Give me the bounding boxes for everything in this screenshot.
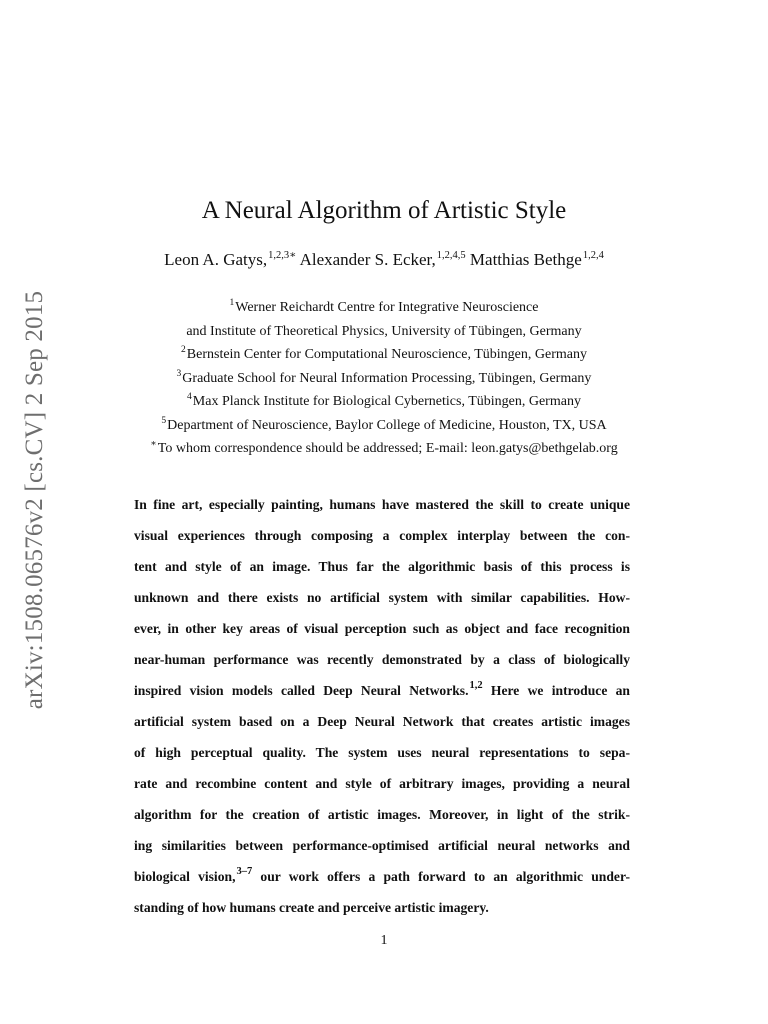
- abstract-line: [134, 706, 630, 737]
- abstract-line-text: of high perceptual quality. The system uses neural representations to sepa-: [134, 745, 630, 760]
- author-affiliation-marks: 1,2,4,5: [436, 250, 466, 261]
- author-name: Alexander S. Ecker,: [299, 250, 436, 269]
- abstract-line: [134, 582, 630, 613]
- abstract-line-text: inspired vision models called Deep Neural Networks.: [134, 683, 469, 698]
- abstract-line: [134, 737, 630, 768]
- paper-title: A Neural Algorithm of Artistic Style: [201, 197, 567, 224]
- abstract-line: [134, 768, 630, 799]
- affiliation-text: To whom correspondence should be addressed; E-mail: leon.gatys@bethgelab.org: [157, 441, 618, 456]
- affiliation-line: [0, 367, 768, 391]
- citation-superscript: 3–7: [236, 866, 253, 877]
- abstract-line: [134, 489, 630, 520]
- affiliation-text: Bernstein Center for Computational Neuroscience, Tübingen, Germany: [186, 347, 587, 362]
- affiliation-line: [0, 414, 768, 438]
- affiliation-text: Department of Neuroscience, Baylor College of Medicine, Houston, TX, USA: [167, 417, 607, 433]
- affiliation-marker: 1: [229, 298, 235, 308]
- author-name: Leon A. Gatys,: [164, 250, 268, 269]
- author-affiliation-marks: 1,2,3∗: [268, 250, 297, 261]
- abstract-line-text: unknown and there exists no artificial system with similar capabilities. How-: [134, 590, 630, 605]
- affiliation-text: Werner Reichardt Centre for Integrative Neuroscience: [235, 300, 539, 315]
- affiliation-text: and Institute of Theoretical Physics, University of Tübingen, Germany: [186, 323, 582, 339]
- author-affiliation-marks: 1,2,4: [582, 250, 604, 261]
- affiliation-line: [0, 296, 768, 320]
- abstract-line-text: artificial system based on a Deep Neural Network that creates artistic images: [134, 714, 630, 729]
- abstract-line-text: standing of how humans create and perceive artistic imagery.: [134, 900, 489, 915]
- correspondence-line: [0, 437, 768, 461]
- affiliation-marker: 2: [181, 345, 186, 355]
- abstract-line-text: biological vision,: [134, 869, 236, 884]
- affiliation-text: Max Planck Institute for Biological Cybernetics, Tübingen, Germany: [192, 394, 581, 409]
- abstract-line: [134, 644, 630, 675]
- affiliation-line: [0, 320, 768, 344]
- abstract-line-text: ever, in other key areas of visual perception such as object and face recognition: [134, 621, 630, 636]
- page-number: 1: [380, 933, 388, 948]
- abstract-line-text: Here we introduce an: [482, 683, 630, 698]
- abstract-line-text: algorithm for the creation of artistic images. Moreover, in light of the strik-: [134, 807, 630, 822]
- abstract-line-text: our work offers a path forward to an algorithmic under-: [252, 869, 631, 884]
- abstract-line: [134, 520, 630, 551]
- author-name: Matthias Bethge: [469, 250, 582, 269]
- abstract-line-text: near-human performance was recently demonstrated by a class of biologically: [134, 652, 630, 667]
- affiliation-list: [0, 296, 768, 461]
- abstract-line: [134, 613, 630, 644]
- abstract-line: [134, 675, 630, 706]
- abstract-line: [134, 892, 630, 923]
- abstract-line-text: tent and style of an image. Thus far the algorithmic basis of this process is: [134, 559, 630, 574]
- affiliation-marker: 3: [176, 368, 182, 379]
- abstract-line-text: ing similarities between performance-optimised artificial neural networks and: [134, 838, 630, 853]
- abstract-line-text: visual experiences through composing a complex interplay between the con-: [134, 528, 630, 543]
- abstract-line-text: rate and recombine content and style of arbitrary images, providing a neural: [134, 776, 630, 791]
- citation-superscript: 1,2: [469, 680, 483, 691]
- affiliation-marker: ∗: [150, 439, 157, 449]
- affiliation-line: [0, 343, 768, 367]
- abstract-line-text: In fine art, especially painting, humans have mastered the skill to create unique: [134, 497, 630, 512]
- affiliation-line: [0, 390, 768, 414]
- abstract-line: [134, 799, 630, 830]
- affiliation-marker: 4: [187, 392, 192, 402]
- abstract-line: [134, 830, 630, 861]
- arxiv-identifier-stamp: arXiv:1508.06576v2 [cs.CV] 2 Sep 2015: [21, 290, 48, 710]
- author-list: [0, 247, 768, 276]
- abstract-line: [134, 861, 630, 892]
- affiliation-marker: 5: [161, 415, 167, 426]
- affiliation-text: Graduate School for Neural Information Processing, Tübingen, Germany: [182, 370, 592, 386]
- abstract-line: [134, 551, 630, 582]
- abstract: [134, 489, 630, 923]
